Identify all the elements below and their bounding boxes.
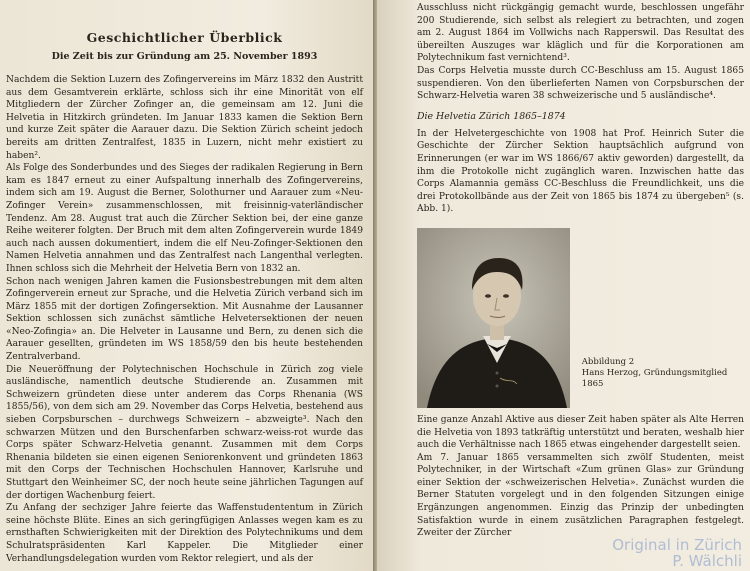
paragraph: Zu Anfang der sechziger Jahre feierte das Waffenstudententum in Zürich seine höchste Blüte. Eines an sich geringfügigen Anlasses wegen kam es zu ernsthaften Schwierigkeiten mit der Direktion des Polytechnikums und dem Schulratspräsidenten Karl Kappeler. Die Mitglieder einer Verhandlungsdelegation wurden vom Rektor relegiert, und als der	[6, 503, 363, 564]
paragraph: Am 7. Januar 1865 versammelten sich zwölf Studenten, meist Polytechniker, in der Wirtschaft «Zum grünen Glas» zur Gründung einer Sektion der «schweizerischen Helvetia». Zunächst wurden die Berner Statuten vorgelegt und in den folgenden Sitzungen einige Ergänzungen angenommen. Einzig das Prinzip der unbedingten Satisfaktion wurde in einem zusätzlichen Paragraphen festgelegt. Zweiter der Zürcher	[417, 452, 744, 539]
page-subtitle: Die Zeit bis zur Gründung am 25. November 1893	[51, 51, 318, 62]
paragraph: Nachdem die Sektion Luzern des Zofingervereins im März 1832 den Austritt aus dem Gesamtverein erklärte, schloss sich ihr eine Minorität von elf Mitgliedern der Zürcher Zofinger an, die gemeinsam am 12. Juni die Helvetia in Hitzkirch gründeten. Im Januar 1833 kamen die Sektion Bern und kurze Zeit später die Aarauer dazu. Die Sektion Zürich scheint jedoch bereits am dritten Zentralfest, 1835 in Luzern, nicht mehr existiert zu haben².	[6, 75, 363, 161]
figure-caption	[582, 357, 744, 408]
stamp-line: P. Wälchli	[672, 552, 742, 570]
portrait-illustration	[417, 228, 570, 408]
portrait-photo	[417, 228, 570, 408]
right-page	[377, 0, 750, 571]
section-heading: Die Helvetia Zürich 1865–1874	[417, 110, 566, 122]
paragraph: Ausschluss nicht rückgängig gemacht wurde, beschlossen ungefähr 200 Studierende, sich selbst als relegiert zu betrachten, und zogen am 2. August 1864 im Vollwichs nach Rapperswil. Das Resultat des übereilten Auszuges war kläglich und für die Korporationen am Polytechnikum fast vernichtend³.	[417, 3, 744, 64]
paragraph: Als Folge des Sonderbundes und des Sieges der radikalen Regierung in Bern kam es 1847 erneut zu einer Aufspaltung innerhalb des Zofingervereins, indem sich am 19. August die Berner, Solothurner und Aarauer zum «Neu-Zofinger Verein» zusammenschlossen, mit freisinnig-vaterländischer Tendenz. Am 28. August trat auch die Zürcher Sektion bei, der eine ganze Reihe weiterer folgten. Der Bruch mit dem alten Zofingerverein wurde 1849 auch nach aussen dokumentiert, indem die elf Neu-Zofinger-Sektionen den Namen Helvetia annahmen und das Zentralfest nach Langenthal verlegten. Ihnen schloss sich die Mehrheit der Helvetia Bern von 1832 an.	[6, 163, 363, 274]
paragraph: Die Neueröffnung der Polytechnischen Hochschule in Zürich zog viele ausländische, namentlich deutsche Studierende an. Zusammen mit Schweizern gründeten diese unter anderem das Corps Rhenania (WS 1855/56), von dem sich am 29. November das Corps Helvetia, bestehend aus sieben Corpsburschen – durchwegs Schweizern – abzweigte³. Nach den schwarzen Mützen und den Burschenfarben schwarz-weiss-rot wurde das Corps später Schwarz-Helvetia genannt. Zusammen mit dem Corps Rhenania bildeten sie einen eigenen Seniorenkonvent und gründeten 1863 mit den Corps der Technischen Hochschulen Hannover, Karlsruhe und Stuttgart den Weinheimer SC, der noch heute seine jährlichen Tagungen auf der dortigen Wachenburg feiert.	[6, 364, 363, 501]
page-title: Geschichtlicher Überblick	[86, 30, 283, 45]
paragraph: Das Corps Helvetia musste durch CC-Beschluss am 15. August 1865 suspendieren. Von den überlieferten Namen von Corpsburschen der Schwarz-Helvetia waren 38 schweizerische und 5 ausländische⁴.	[417, 65, 744, 102]
left-page	[0, 0, 373, 571]
paragraph: In der Helvetergeschichte von 1908 hat Prof. Heinrich Suter die Geschichte der Zürcher Sektion hauptsächlich aufgrund von Erinnerungen (er war im WS 1866/67 aktiv geworden) dargestellt, da ihm die Protokolle nicht zugänglich waren. Inzwischen hatte das Corps Alamannia gemäss CC-Beschluss die Freundlichkeit, uns die drei Protokollbände aus der Zeit von 1865 bis 1874 zu übergeben⁵ (s. Abb. 1).	[417, 128, 744, 215]
watermark-stamp	[612, 537, 742, 569]
stamp-line: Original in Zürich	[612, 536, 742, 554]
figure	[417, 228, 744, 408]
caption-label: Abbildung 2	[581, 356, 635, 367]
caption-text: Hans Herzog, Gründungsmitglied 1865	[581, 367, 728, 389]
paragraph: Schon nach wenigen Jahren kamen die Fusionsbestrebungen mit dem alten Zofingerverein erneut zur Sprache, und die Helvetia Zürich verband sich im März 1855 mit der dortigen Zofingersektion. Mit Ausnahme der Lausanner Sektion schlossen sich zunächst sämtliche Helvetersektionen der neuen «Neo-Zofingia» an. Die Helveter in Lausanne und Bern, zu denen sich die Aarauer gesellten, gründeten im WS 1858/59 den bis heute bestehenden Zentralverband.	[6, 276, 363, 363]
paragraph: Eine ganze Anzahl Aktive aus dieser Zeit haben später als Alte Herren die Helvetia von 1893 tatkräftig unterstützt und beraten, weshalb hier auch die Verhältnisse nach 1865 etwas eingehender dargestellt seien.	[417, 414, 744, 451]
